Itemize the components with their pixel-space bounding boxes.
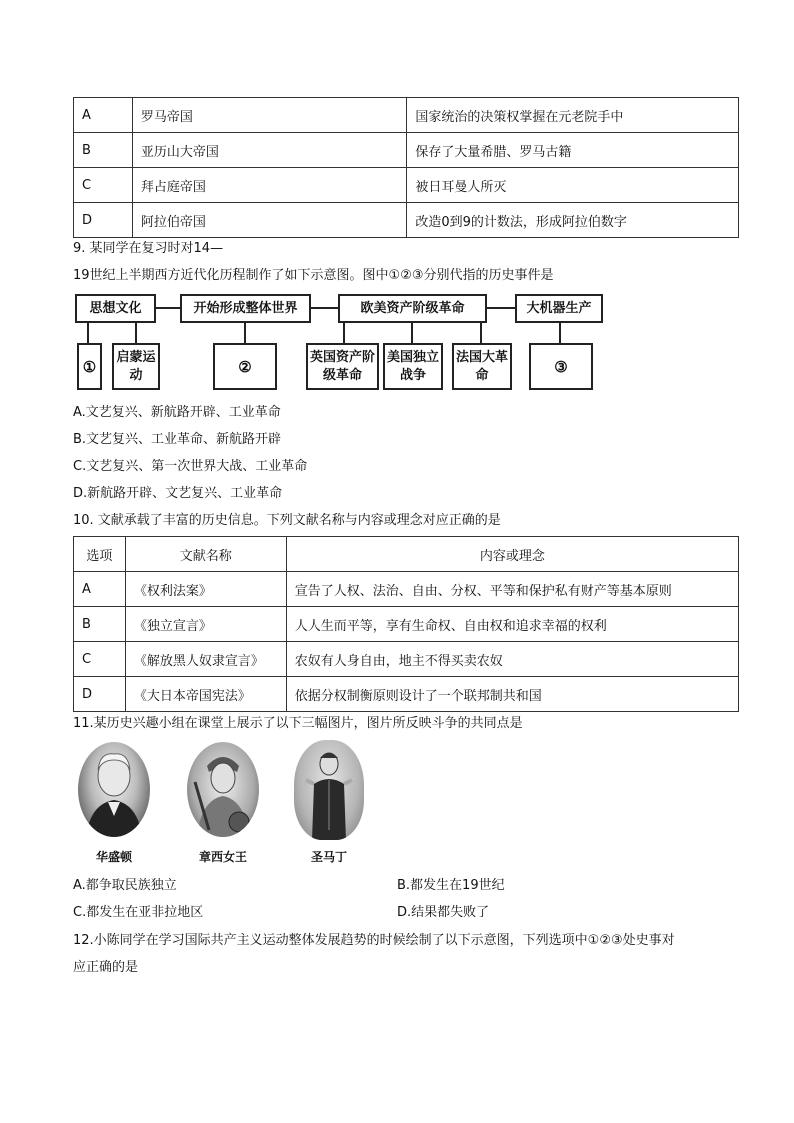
q12-stem-line1: 12.小陈同学在学习国际共产主义运动整体发展趋势的时候绘制了以下示意图，下列选项中①②③处史事对 xyxy=(73,933,675,948)
table-row xyxy=(74,572,739,607)
caption-washington: 华盛顿 xyxy=(95,850,132,864)
q9-option-d: D.新航路开辟、文艺复兴、工业革命 xyxy=(73,486,283,501)
q10-table xyxy=(73,536,739,712)
table-cell: 《解放黑人奴隶宣言》 xyxy=(125,642,286,677)
table-row xyxy=(74,607,739,642)
q8-table xyxy=(73,97,739,238)
q9-stem-line2: 19世纪上半期西方近代化历程制作了如下示意图。图中①②③分别代指的历史事件是 xyxy=(73,268,554,283)
san-martin-portrait xyxy=(294,740,364,840)
diagram-box-english-revolution: 英国资产阶级革命 xyxy=(306,343,379,390)
diagram-box-french-revolution: 法国大革命 xyxy=(452,343,512,390)
header-option: 选项 xyxy=(74,537,126,572)
diagram-box-blank-2: ② xyxy=(213,343,277,390)
table-cell: 《大日本帝国宪法》 xyxy=(125,677,286,712)
table-row xyxy=(74,133,739,168)
table-cell: 拜占庭帝国 xyxy=(132,168,406,203)
q10-stem: 10. 文献承载了丰富的历史信息。下列文献名称与内容或理念对应正确的是 xyxy=(73,513,501,528)
q11-stem: 11.某历史兴趣小组在课堂上展示了以下三幅图片，图片所反映斗争的共同点是 xyxy=(73,716,523,731)
q11-option-b: B.都发生在19世纪 xyxy=(397,878,505,893)
diagram-box-thought-culture: 思想文化 xyxy=(75,294,156,323)
table-cell: 农奴有人身自由，地主不得买卖农奴 xyxy=(286,642,738,677)
diagram-box-bourgeois-revolution: 欧美资产阶级革命 xyxy=(338,294,487,323)
table-cell: 改造0到9的计数法，形成阿拉伯数字 xyxy=(407,203,739,238)
q9-option-a: A.文艺复兴、新航路开辟、工业革命 xyxy=(73,405,281,420)
table-header-row xyxy=(74,537,739,572)
table-cell: 阿拉伯帝国 xyxy=(132,203,406,238)
header-content: 内容或理念 xyxy=(286,537,738,572)
diagram-box-blank-3: ③ xyxy=(529,343,593,390)
table-cell: A xyxy=(74,98,133,133)
header-document: 文献名称 xyxy=(125,537,286,572)
caption-rani: 章西女王 xyxy=(198,850,247,864)
table-cell: 罗马帝国 xyxy=(132,98,406,133)
diagram-box-blank-1: ① xyxy=(77,343,102,390)
table-cell: 保存了大量希腊、罗马古籍 xyxy=(407,133,739,168)
q12-stem-line2: 应正确的是 xyxy=(73,960,139,975)
table-cell: 《权利法案》 xyxy=(125,572,286,607)
diagram-box-machine-production: 大机器生产 xyxy=(515,294,603,323)
table-cell: 亚历山大帝国 xyxy=(132,133,406,168)
q11-option-c: C.都发生在亚非拉地区 xyxy=(73,905,204,920)
table-cell: 国家统治的决策权掌握在元老院手中 xyxy=(407,98,739,133)
table-cell: 宣告了人权、法治、自由、分权、平等和保护私有财产等基本原则 xyxy=(286,572,738,607)
table-cell: B xyxy=(74,607,126,642)
washington-portrait xyxy=(78,742,150,837)
table-cell: D xyxy=(74,677,126,712)
table-cell: 《独立宣言》 xyxy=(125,607,286,642)
caption-san-martin: 圣马丁 xyxy=(310,850,347,864)
diagram-box-american-independence: 美国独立战争 xyxy=(383,343,443,390)
q11-option-a: A.都争取民族独立 xyxy=(73,878,177,893)
rani-portrait xyxy=(187,742,259,837)
table-cell: 人人生而平等，享有生命权、自由权和追求幸福的权利 xyxy=(286,607,738,642)
table-cell: D xyxy=(74,203,133,238)
q9-option-b: B.文艺复兴、工业革命、新航路开辟 xyxy=(73,432,282,447)
diagram-box-world-forming: 开始形成整体世界 xyxy=(180,294,311,323)
table-cell: A xyxy=(74,572,126,607)
table-cell: 依据分权制衡原则设计了一个联邦制共和国 xyxy=(286,677,738,712)
q9-stem-line1: 9. 某同学在复习时对14— xyxy=(73,241,224,256)
table-cell: C xyxy=(74,642,126,677)
table-row xyxy=(74,168,739,203)
table-row xyxy=(74,677,739,712)
table-row xyxy=(74,642,739,677)
table-cell: B xyxy=(74,133,133,168)
q11-option-d: D.结果都失败了 xyxy=(397,905,490,920)
table-row xyxy=(74,203,739,238)
table-cell: 被日耳曼人所灭 xyxy=(407,168,739,203)
diagram-box-enlightenment: 启蒙运动 xyxy=(112,343,160,390)
table-row xyxy=(74,98,739,133)
table-cell: C xyxy=(74,168,133,203)
q9-option-c: C.文艺复兴、第一次世界大战、工业革命 xyxy=(73,459,308,474)
